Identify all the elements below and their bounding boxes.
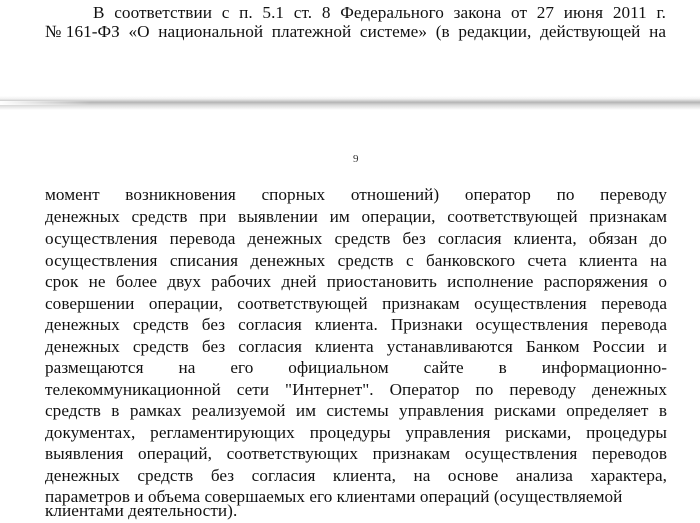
text-line: размещаются на его официальном сайте в информационно- [45,358,667,377]
text-line: средств в рамках реализуемой им системы управления рисками определяет в [45,401,667,420]
page-break-fade [0,101,90,105]
text-line: денежных средств без согласия клиента. Признаки осуществления перевода [45,315,667,334]
text-line: телекоммуникационной сети "Интернет". Оператор по переводу денежных [45,380,667,399]
text-line: №161-ФЗ «О национальной платежной системе» (в редакции, действующей на [45,22,666,41]
text-line: денежных средств без согласия клиента, на основе анализа характера, [45,466,667,485]
text-line: денежных средств при выявлении им операции, соответствующей признакам [45,207,667,226]
text-line: момент возникновения спорных отношений) оператор по переводу [45,185,667,204]
text-line: В соответствии с п. 5.1 ст. 8 Федерального закона от 27 июня 2011 г. [93,3,666,22]
text-line: документах, регламентирующих процедуры управления рисками, процедуры [45,423,667,442]
text-line: параметров и объема совершаемых его клиентами операций (осуществляемой [45,487,623,506]
text-line: срок не более двух рабочих дней приостановить исполнение распоряжения о [45,272,667,291]
text-line: денежных средств без согласия клиента устанавливаются Банком России и [45,337,667,356]
text-line: осуществления перевода денежных средств без согласия клиента, обязан до [45,229,667,248]
page-number: 9 [353,153,359,165]
text-line: выявления операций, соответствующих признакам осуществления переводов [45,444,667,463]
text-line: совершении операции, соответствующей признакам осуществления перевода [45,294,667,313]
text-line: клиентами деятельности). [45,501,238,520]
text-line: осуществления списания денежных средств с банковского счета клиента на [45,251,667,270]
page-break-shadow [0,96,700,110]
